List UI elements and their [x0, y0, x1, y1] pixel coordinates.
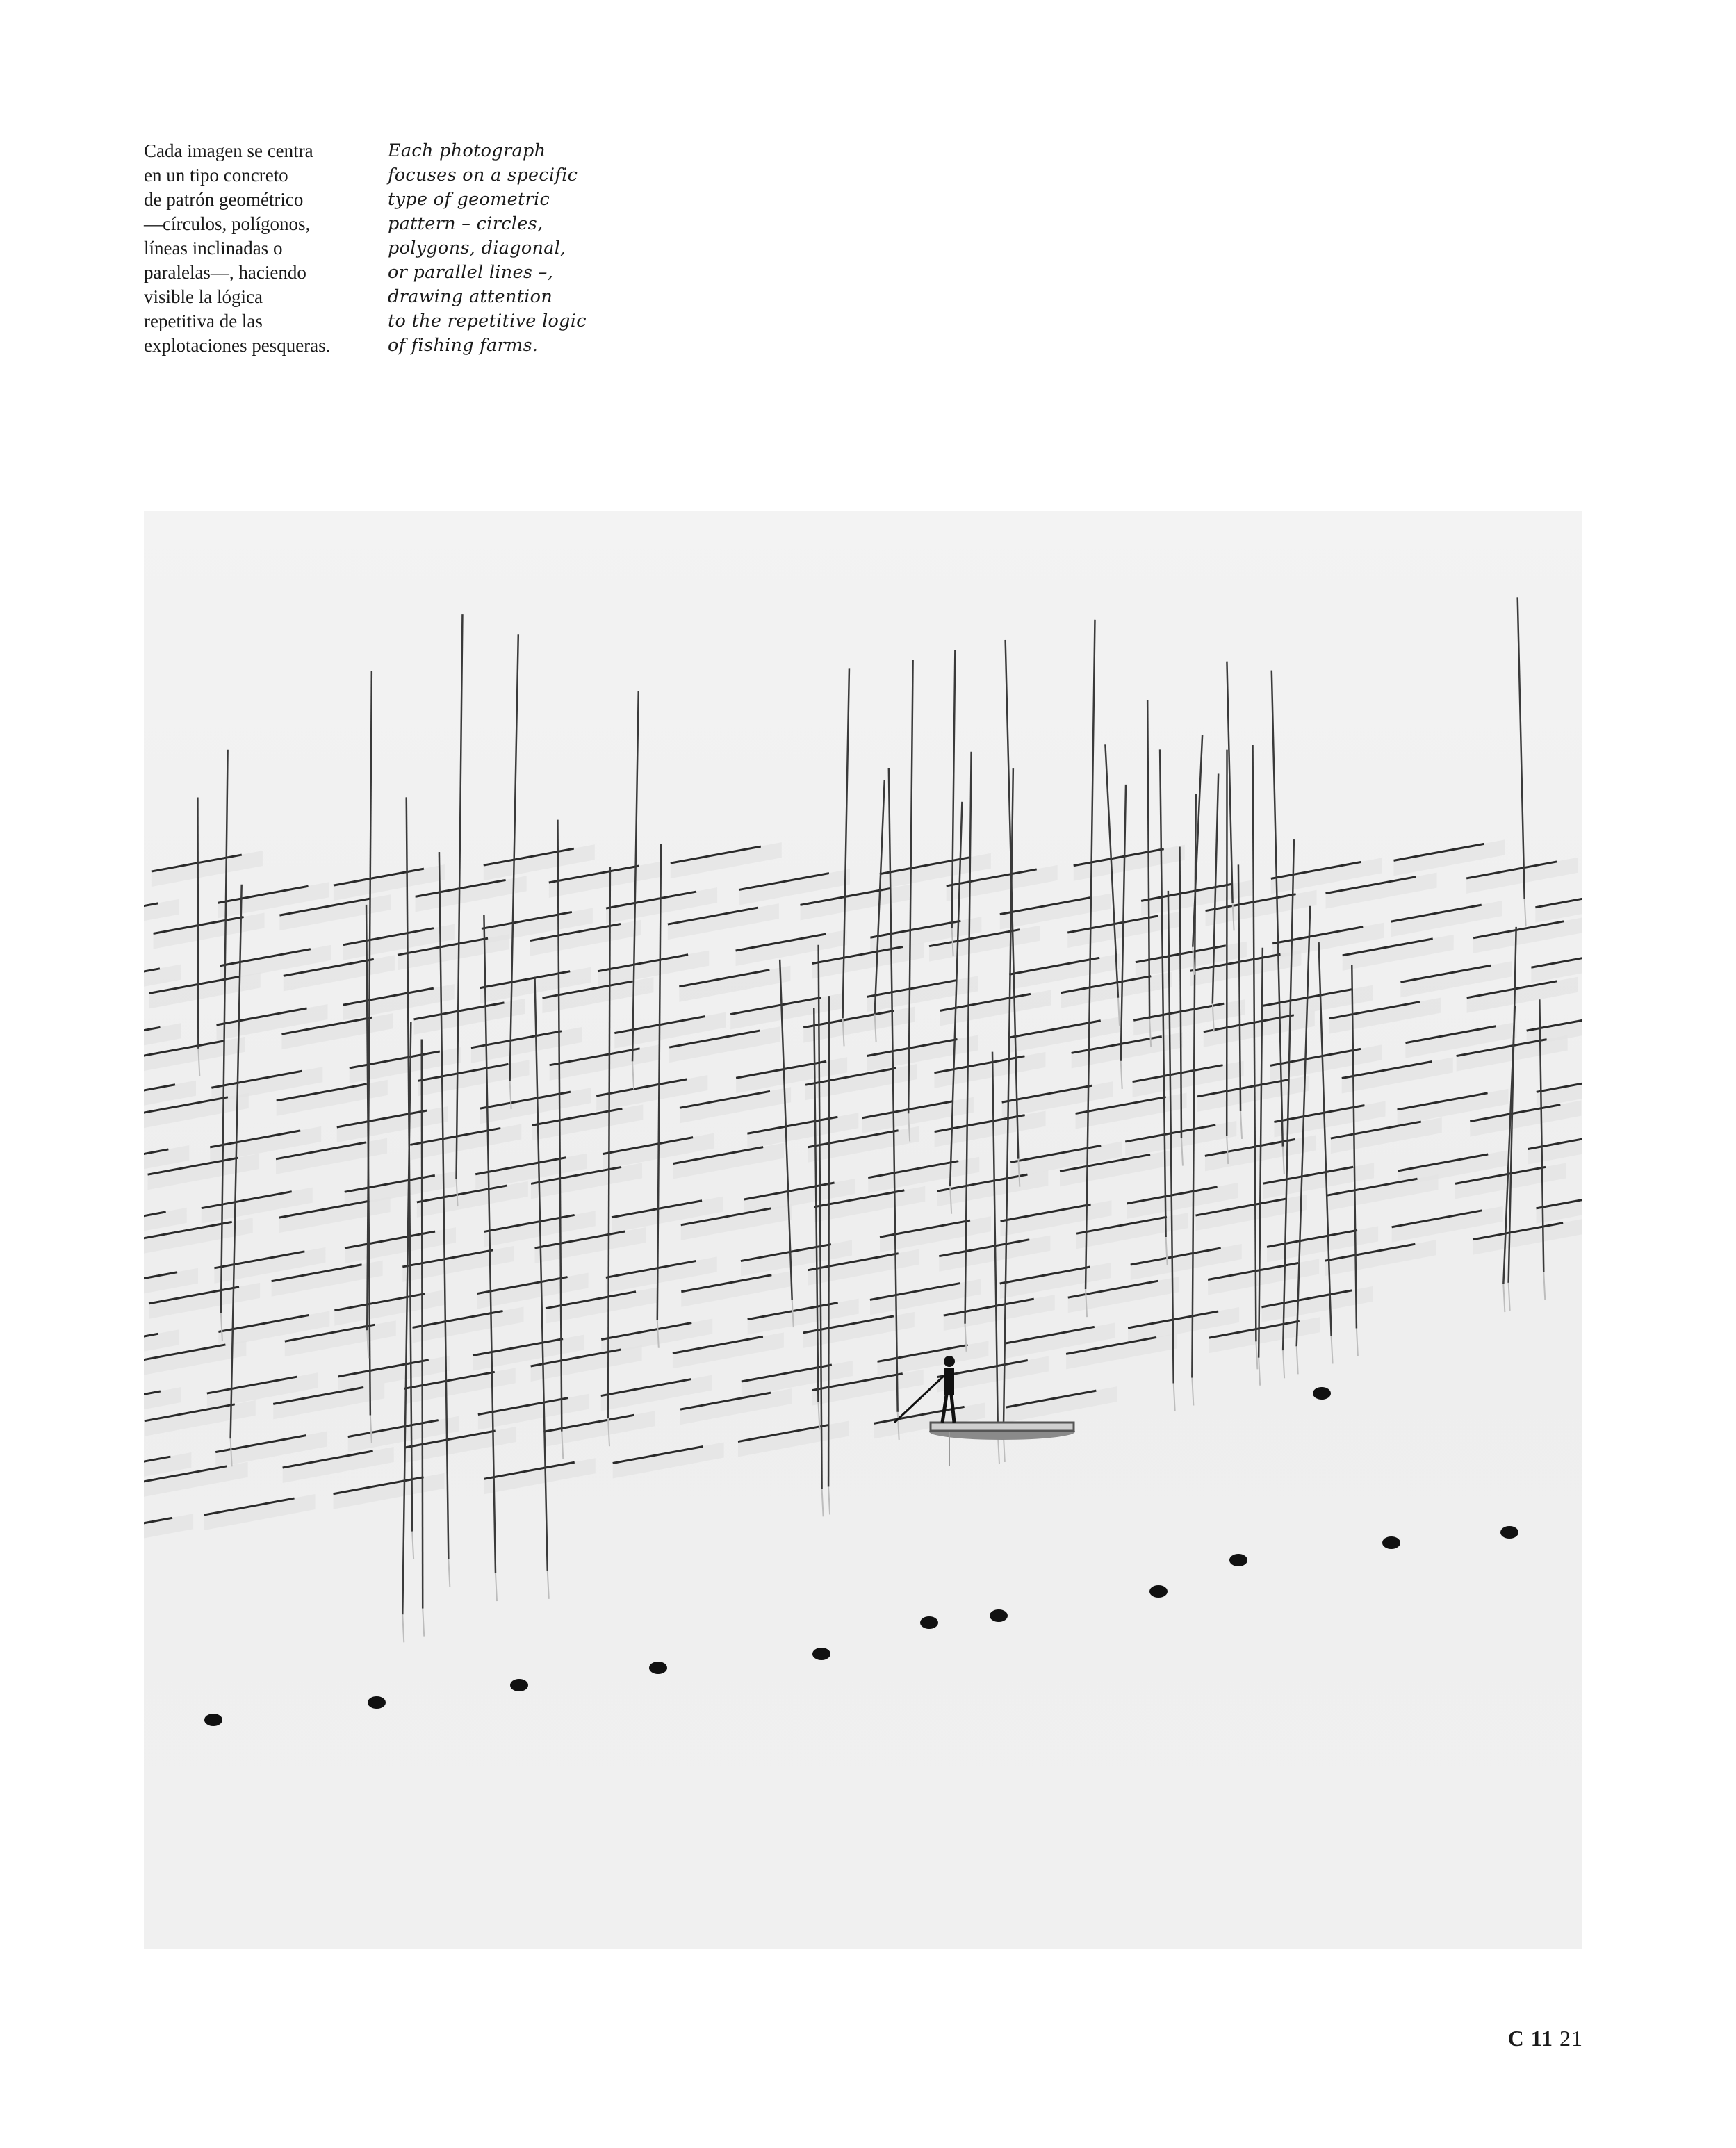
- bamboo-pole: [197, 797, 198, 1048]
- fishing-farm-photo: [144, 511, 1582, 1949]
- buoy-float: [649, 1662, 667, 1674]
- photo-illustration: [144, 511, 1582, 1949]
- buoy-float: [1382, 1536, 1400, 1549]
- buoy-float: [510, 1679, 528, 1691]
- bamboo-pole: [422, 1039, 423, 1608]
- buoy-float: [920, 1616, 938, 1629]
- page-folio: [1508, 2026, 1583, 2051]
- buoy-float: [1149, 1585, 1168, 1598]
- magazine-issue: C 11: [1507, 2026, 1553, 2051]
- buoy-float: [1229, 1554, 1247, 1566]
- caption-english: Each photograph focuses on a specific type of geometric pattern – circles, polygons, diagonal, or parallel lines –, drawing attention to the repetitive logic of fishing farms.: [388, 140, 587, 356]
- buoy-float: [368, 1696, 386, 1709]
- caption-spanish: Cada imagen se centra en un tipo concreto de patrón geométrico —círculos, polígonos, líneas inclinadas o paralelas—, haciendo visible la lógica repetitiva de las explotaciones pesqueras.: [144, 140, 331, 356]
- bamboo-pole: [828, 996, 829, 1486]
- buoy-float: [1313, 1387, 1331, 1400]
- buoy-float: [1500, 1526, 1518, 1539]
- page-number: 21: [1559, 2026, 1583, 2051]
- buoy-float: [812, 1648, 830, 1660]
- buoy-float: [204, 1714, 222, 1726]
- buoy-float: [990, 1609, 1008, 1622]
